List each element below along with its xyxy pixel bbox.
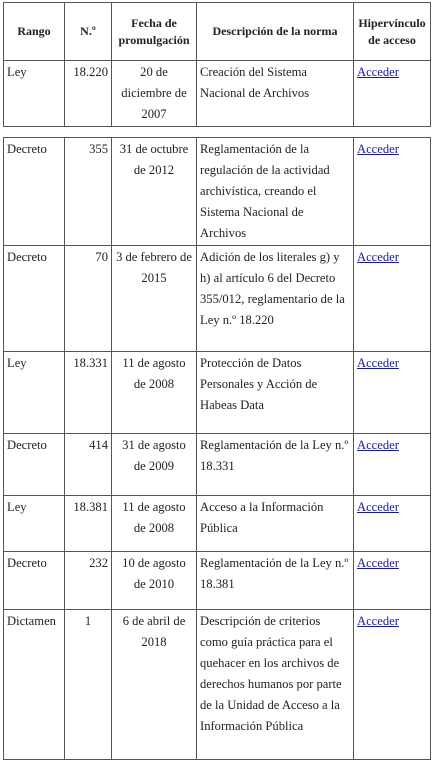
table-row [4, 138, 431, 246]
cell-descripcion: Descripción de criterios como guía práctica para el quehacer en los archivos de derechos humanos por parte de la Unidad de Acceso a la Información Pública [197, 610, 354, 760]
acceder-link[interactable]: Acceder [357, 614, 399, 628]
acceder-link[interactable]: Acceder [357, 438, 399, 452]
cell-rango: Decreto [4, 138, 65, 246]
cell-descripcion: Acceso a la Información Pública [197, 496, 354, 552]
cell-rango: Dictamen [4, 610, 65, 760]
cell-fecha: 11 de agosto de 2008 [112, 352, 197, 434]
table-row [4, 61, 431, 127]
cell-fecha: 31 de agosto de 2009 [112, 434, 197, 496]
cell-numero: 70 [65, 246, 112, 352]
acceder-link[interactable]: Acceder [357, 250, 399, 264]
table-row [4, 552, 431, 610]
cell-descripcion: Protección de Datos Personales y Acción de Habeas Data [197, 352, 354, 434]
cell-rango: Ley [4, 352, 65, 434]
acceder-link[interactable]: Acceder [357, 142, 399, 156]
cell-fecha: 3 de febrero de 2015 [112, 246, 197, 352]
table-row [4, 496, 431, 552]
cell-fecha: 20 de diciembre de 2007 [112, 61, 197, 127]
cell-rango: Decreto [4, 434, 65, 496]
cell-descripcion: Creación del Sistema Nacional de Archivos [197, 61, 354, 127]
acceder-link[interactable]: Acceder [357, 500, 399, 514]
header-numero: N.º [65, 3, 112, 61]
normas-table-bottom [3, 137, 431, 760]
cell-rango: Decreto [4, 246, 65, 352]
acceder-link[interactable]: Acceder [357, 65, 399, 79]
cell-numero: 18.331 [65, 352, 112, 434]
cell-rango: Decreto [4, 552, 65, 610]
cell-descripcion: Reglamentación de la regulación de la actividad archivística, creando el Sistema Nacional de Archivos [197, 138, 354, 246]
acceder-link[interactable]: Acceder [357, 556, 399, 570]
cell-numero: 18.381 [65, 496, 112, 552]
header-rango: Rango [4, 3, 65, 61]
cell-numero: 414 [65, 434, 112, 496]
normas-table-top [3, 2, 431, 127]
cell-rango: Ley [4, 496, 65, 552]
cell-fecha: 10 de agosto de 2010 [112, 552, 197, 610]
table-row [4, 352, 431, 434]
cell-descripcion: Reglamentación de la Ley n.º 18.331 [197, 434, 354, 496]
cell-fecha: 31 de octubre de 2012 [112, 138, 197, 246]
cell-rango: Ley [4, 61, 65, 127]
cell-fecha: 6 de abril de 2018 [112, 610, 197, 760]
header-fecha: Fecha de promulgación [112, 3, 197, 61]
table-row [4, 610, 431, 760]
cell-numero: 355 [65, 138, 112, 246]
table-row [4, 246, 431, 352]
acceder-link[interactable]: Acceder [357, 356, 399, 370]
cell-numero: 1 [65, 610, 112, 760]
cell-numero: 232 [65, 552, 112, 610]
cell-fecha: 11 de agosto de 2008 [112, 496, 197, 552]
cell-descripcion: Adición de los literales g) y h) al artículo 6 del Decreto 355/012, reglamentario de la Ley n.º 18.220 [197, 246, 354, 352]
cell-numero: 18.220 [65, 61, 112, 127]
cell-descripcion: Reglamentación de la Ley n.º 18.381 [197, 552, 354, 610]
table-header-row [4, 3, 431, 61]
header-hipervinculo: Hipervínculo de acceso [354, 3, 431, 61]
header-descripcion: Descripción de la norma [197, 3, 354, 61]
table-row [4, 434, 431, 496]
